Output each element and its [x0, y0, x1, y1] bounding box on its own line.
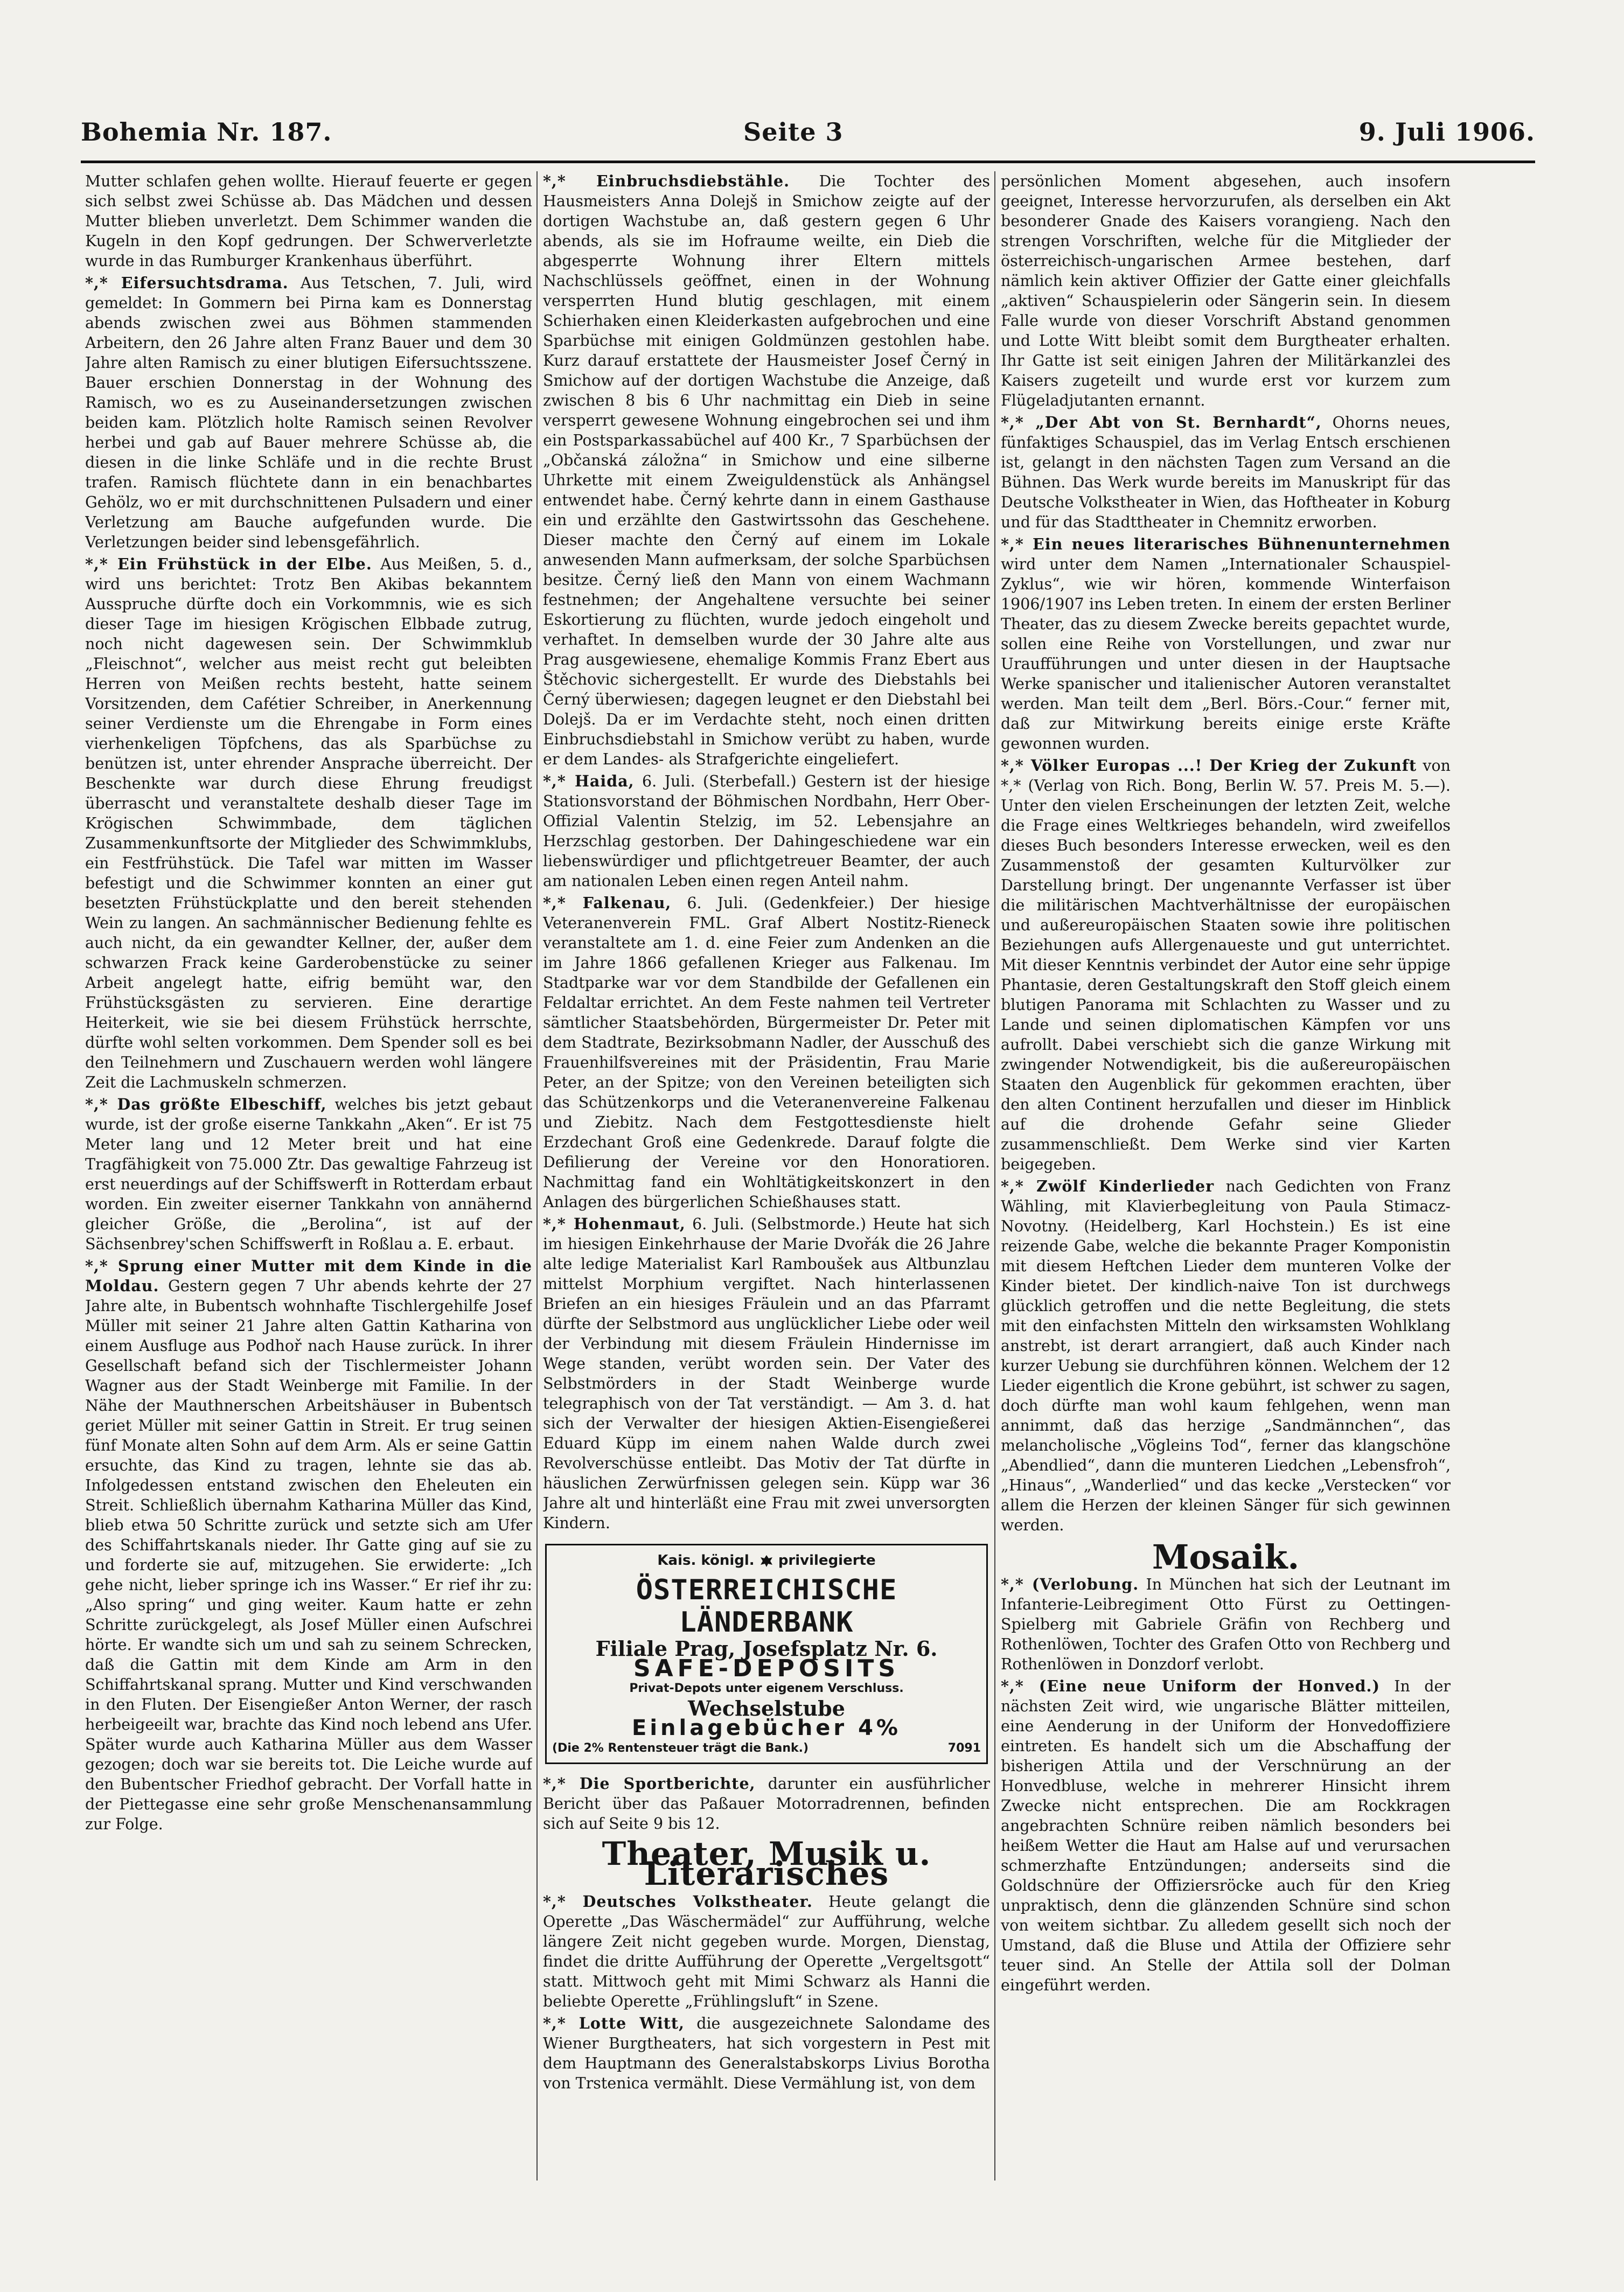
savings-books: Einlagebücher 4%: [632, 1716, 901, 1740]
article-voelker-europas: *,* Völker Europas ...! Der Krieg der Zukunft von *,* (Verlag von Rich. Bong, Berlin W. 57. Preis M. 5.—). Unter den vielen Erscheinungen der letzten Zeit, welche die Frage eines Weltkrieges behandeln, wird zweifellos dieses Buch besonders Interesse erwecken, weil es den Zusammenstoß der gesamten Kulturvölker zur Darstellung bringt. Der ungenannte Verfasser ist über die militärischen Machtverhältnisse der europäischen und außereuropäischen Staaten sowie ihre politischen Beziehungen aufs Allergenaueste und gut unterrichtet. Mit dieser Kenntnis verbindet der Autor eine sehr üppige Phantasie, deren Gestaltungskraft den Stoff gleich einem blutigen Panorama mit Schlachten zu Wasser und zu Lande und seinen diplomatischen Kämpfen vor uns aufrollt. Dabei verschiebt sich die ganze Wirkung mit zwingender Notwendigkeit, bis die außereuropäischen Staaten den Augenblick für gekommen erachten, über den alten Continent herzufallen und dieser im Hinblick auf die drohende Gefahr seine Glieder zusammenschließt. Dem Werke sind vier Karten beigegeben.: [1001, 756, 1451, 1173]
page-header: [81, 117, 1535, 161]
article-continuation: persönlichen Moment abgesehen, auch insofern geeignet, Interesse hervorzurufen, als derselben ein Akt besonderer Gnade des Kaisers vorangieng. Nach den strengen Vorschriften, welche für die Mitglieder der österreichisch-ungarischen Armee bestehen, darf nämlich kein aktiver Offizier der Gatte einer gleichfalls „aktiven“ Schauspielerin oder Sängerin sein. In diesem Falle wurde von dieser Vorschrift Abstand genommen und Lotte Witt bleibt somit dem Burgtheater erhalten. Ihr Gatte ist seit einigen Jahren der Militärkanzlei des Kaisers zugeteilt und wurde erst vor kurzem zum Flügeladjutanten ernannt.: [1001, 172, 1451, 409]
ad-line-1b: privilegierte: [778, 1552, 876, 1569]
section-title-theater: Theater, Musik u. Literarisches: [602, 1835, 931, 1893]
article-elbeschiff: *,* Das größte Elbeschiff, welches bis jetzt gebaut wurde, ist der große eiserne Tankkahn „Aken“. Er ist 75 Meter lang und 12 Meter breit und hat eine Tragfähigkeit von 75.000 Ztr. Das gewaltige Fahrzeug ist erst neuerdings auf der Schiffswerft in Rotterdam erbaut worden. Ein zweiter eiserner Tankkahn von annähernd gleicher Größe, die „Berolina“, ist auf der Sächsenbrey'schen Schiffswerft in Roßlau a. E. erbaut.: [85, 1095, 532, 1253]
section-title-mosaik: Mosaik.: [1152, 1537, 1300, 1577]
article-einbruch: *,* Einbruchsdiebstähle. Die Tochter des Hausmeisters Anna Dolejš in Smichow zeigte auf der dortigen Wachstube an, daß gestern gegen 6 Uhr abends, als sie im Hofraume weilte, ein Dieb die abgesperrte Wohnung ihrer Eltern mittels Nachschlüssels geöffnet, einen in der Wohnung versperrten Hund blutig geschlagen, mit einem Schierhaken einen Kleiderkasten aufgebrochen und eine Sparbüchse mit einigen Goldmünzen gestohlen habe. Kurz darauf erstattete der Hausmeister Josef Černý in Smichow auf der dortigen Wachstube die Anzeige, daß zwischen 8 bis 6 Uhr nachmittag ein Dieb in seine versperrt gewesene Wohnung eingebrochen sei und ihm ein Postsparkassabüchel auf 400 Kr., 7 Sparbüchsen der „Občanská záložna“ in Smichow und eine silberne Uhrkette mit einem Zweiguldenstück als Anhängsel entwendet habe. Černý kehrte dann in einem Gasthause ein und erzählte den Gastwirtssohn das Geschehene. Dieser machte den Černý auf einem im Lokale anwesenden Mann aufmerksam, der solche Sparbüchsen besitze. Černý ließ den Mann von einem Wachmann festnehmen; der Angehaltene versuchte bei seiner Eskortierung zu flüchten, wurde jedoch eingeholt und verhaftet. In demselben wurde der 30 Jahre alte aus Prag ausgewiesene, ehemalige Kommis Franz Ebert aus Štěchovic sichergestellt. Er wurde des Diebstahls bei Černý überwiesen; dagegen leugnet er den Diebstahl bei Dolejš. Da er im Verdachte steht, noch einen dritten Einbruchsdiebstahl in Smichow verübt zu haben, wurde er dem Landes- als Strafgerichte eingeliefert.: [543, 172, 990, 768]
column-divider: [994, 171, 995, 2180]
article-sprung-moldau: *,* Sprung einer Mutter mit dem Kinde in die Moldau. Gestern gegen 7 Uhr abends kehrte der 27 Jahre alte, in Bubentsch wohnhafte Tischlergehilfe Josef Müller mit seiner 21 Jahre alten Gattin Katharina von einem Ausfluge aus Podhoř nach Hause zurück. In ihrer Gesellschaft befand sich der Tischlermeister Johann Wagner aus der Stadt Weinberge mit Familie. In der Nähe der Mauthnerschen Arbeitshäuser in Bubentsch geriet Müller mit seiner Gattin in Streit. Er trug seinen fünf Monate alten Sohn auf dem Arm. Als er seine Gattin ersuchte, das Kind zu tragen, lehnte sie das ab. Infolgedessen entstand zwischen den Eheleuten ein Streit. Schließlich übernahm Katharina Müller das Kind, blieb etwa 50 Schritte zurück und setzte sich am Ufer des Schiffahrtskanals nieder. Ihr Gatte ging auf sie zu und forderte sie auf, mitzugehen. Sie erwiderte: „Ich gehe nicht, lieber springe ich ins Wasser.“ Er rief ihr zu: „Also spring“ und ging weiter. Kaum hatte er zehn Schritte zurückgelegt, als Josef Müller einen Aufschrei hörte. Er wandte sich um und sah zu seinem Schrecken, daß die Gattin mit dem Kinde am Arm in den Schiffahrtskanal sprang. Mutter und Kind verschwanden in den Fluten. Der Eisengießer Anton Werner, der rasch herbeigeeilt war, brachte das Kind noch lebend ans Ufer. Später wurde auch Katharina Müller aus dem Wasser gezogen; doch war sie bereits tot. Die Leiche wurde auf den Bubentscher Friedhof gebracht. Der Vorfall hatte in der Piettegasse eine sehr große Menschenansammlung zur Folge.: [85, 1257, 532, 1833]
private-depots: Privat-Depots unter eigenem Verschluss.: [629, 1682, 904, 1695]
column-3: [1001, 171, 1451, 2180]
ad-line-1: Kais. königl.: [657, 1552, 755, 1569]
article-abt-bernhardt: *,* „Der Abt von St. Bernhardt“, Ohorns neues, fünfaktiges Schauspiel, das im Verlag Entsch erschienen ist, gelangt in den nächsten Tagen zum Versand an die Bühnen. Das Werk wurde bereits im Manuskript für das Deutsche Volkstheater in Wien, das Hoftheater in Koburg und für das Stadttheater in Chemnitz erworben.: [1001, 413, 1451, 531]
article-volkstheater: *,* Deutsches Volkstheater. Heute gelangt die Operette „Das Wäschermädel“ zur Aufführung, welche längere Zeit nicht gegeben wurde. Morgen, Dienstag, findet die dritte Aufführung der Operette „Vergeltsgott“ statt. Mittwoch geht mit Mimi Schwarz als Hanni die beliebte Operette „Frühlingsluft“ in Szene.: [543, 1892, 990, 2010]
column-1: [85, 171, 532, 2180]
article-kinderlieder: *,* Zwölf Kinderlieder nach Gedichten von Franz Wähling, mit Klavierbegleitung von Paula Stimacz-Novotny. (Heidelberg, Karl Hochstein.) Es ist eine reizende Gabe, welche die bekannte Prager Komponistin mit diesem Heftchen Lieder dem munteren Volke der Kinder bietet. Der kindlich-naive Ton ist durchwegs glücklich getroffen und die nette Begleitung, die stets mit den einfachsten Mitteln den wirksamsten Wohlklang anstrebt, ist derart arrangiert, daß auch Kinder nach kurzer Uebung sie durchführen können. Welchem der 12 Lieder eigentlich die Krone gebührt, ist schwer zu sagen, doch dürfte man wohl kaum fehlgehen, wenn man annimmt, daß das herzige „Sandmännchen“, das melancholische „Vögleins Tod“, ferner das klangschöne „Abendlied“, dann die munteren Liedchen „Lebensfroh“, „Hinaus“, „Wanderlied“ und das kecke „Verstecken“ vor allem die Herzen der kleinen Sänger für sich gewinnen werden.: [1001, 1177, 1451, 1534]
article-sportberichte: *,* Die Sportberichte, darunter ein ausführlicher Bericht über das Paßauer Motorradrennen, befinden sich auf Seite 9 bis 12.: [543, 1774, 990, 1833]
column-2: [543, 171, 990, 2180]
article-eifersuchtsdrama: *,* Eifersuchtsdrama. Aus Tetschen, 7. Juli, wird gemeldet: In Gommern bei Pirna kam es Donnerstag abends zwischen zwei aus Böhmen stammenden Arbeitern, den 26 Jahre alten Franz Bauer und dem 30 Jahre alten Ramisch zu einer blutigen Eifersuchtsszene. Bauer erschien Donnerstag in der Wohnung des Ramisch, wo es zu Auseinandersetzungen zwischen beiden kam. Plötzlich holte Ramisch seinen Revolver herbei und gab auf Bauer mehrere Schüsse ab, die diesen in die linke Schläfe und in die rechte Brust trafen. Ramisch flüchtete dann in ein benachbartes Gehölz, wo er mit durchschnittenen Pulsadern und einer Verletzung am Bauche aufgefunden wurde. Die Verletzungen beider sind lebensgefährlich.: [85, 274, 532, 551]
bank-advertisement: [545, 1544, 988, 1764]
bank-branch: Filiale Prag, Josefsplatz Nr. 6.: [595, 1636, 938, 1661]
article-lotte-witt: *,* Lotte Witt, die ausgezeichnete Salondame des Wiener Burgtheaters, hat sich vorgestern in Pest mit dem Hauptmann des Generalstabskorps Livius Borotha von Trstenica vermählt. Diese Vermählung ist, von dem: [543, 2014, 990, 2092]
article-haida: *,* Haida, 6. Juli. (Sterbefall.) Gestern ist der hiesige Stationsvorstand der Böhmischen Nordbahn, Herr Ober-Offizial Valentin Stelzig, im 52. Lebensjahre an Herzschlag gestorben. Der Dahingeschiedene war ein liebenswürdiger und pflichtgetreuer Beamter, der auch am nationalen Leben einen regen Anteil nahm.: [543, 772, 990, 890]
eagle-emblem-icon: [759, 1554, 773, 1568]
ad-number: 7091: [947, 1741, 981, 1755]
article-honved-uniform: *,* (Eine neue Uniform der Honved.) In der nächsten Zeit wird, wie ungarische Blätter mitteilen, eine Aenderung in der Uniform der Honvedoffiziere eintreten. Es handelt sich um die Abschaffung der bisherigen Attila und der Verschnürung an der Honvedbluse, welche in mehrerer Hinsicht ihrem Zwecke nicht entsprechen. Die am Rockkragen angebrachten Schnüre reiben nämlich besonders bei heißem Wetter die Haut am Halse auf und verursachen schmerzhafte Entzündungen; anderseits sind die Goldschnüre der Offiziersröcke auch für den Krieg unpraktisch, denn die glänzenden Schnüre sind schon von weitem sichtbar. Zu alledem gesellt sich noch der Umstand, daß die Bluse und Attila der Offiziere sehr teuer sind. An Stelle der Attila soll der Dolman eingeführt werden.: [1001, 1677, 1451, 1994]
article-fruehstueck: *,* Ein Frühstück in der Elbe. Aus Meißen, 5. d., wird uns berichtet: Trotz Ben Akibas bekanntem Ausspruche dürfte doch ein Vorkommnis, wie es sich dieser Tage im hiesigen Krögischen Elbbade zutrug, noch nicht dagewesen sein. Der Schwimmklub „Fleischnot“, welcher aus meist recht gut beleibten Herren von Meißen rechts besteht, hatte seinem Vorsitzenden, dem Cafétier Schreiber, in Anerkennung seiner Verdienste um die Ehrengabe in Form eines vierhenkeligen Töpfchens, das als Sparbüchse zu benützen ist, unter ehrender Ansprache überreicht. Der Beschenkte war durch diese Ehrung freudigst überrascht und veranstaltete deshalb dieser Tage im Krögischen Schwimmbade, dem täglichen Zusammenkunftsorte der Mitglieder des Schwimmklubs, ein Festfrühstück. Die Tafel war mitten im Wasser befestigt und die Schwimmer konnten an einer gut besetzten Frühstückplatte und den bereit stehenden Wein zu langen. An sachmännischer Bedienung fehlte es auch nicht, da ein gewandter Kellner, der, außer dem schwarzen Frack keine Garderobenstücke zu seiner Arbeit angelegt hatte, eifrig bemüht war, den Frühstücksgästen zu servieren. Eine derartige Heiterkeit, wie sie bei diesem Frühstück herrschte, dürfte wohl selten vorkommen. Dem Spender soll es bei den Teilnehmern und Zuschauern werden wohl längere Zeit die Lachmuskeln schmerzen.: [85, 555, 532, 1091]
article-buehnenunternehmen: *,* Ein neues literarisches Bühnenunternehmen wird unter dem Namen „Internationaler Schauspiel-Zyklus“, wie wir hören, kommende Winterfaison 1906/1907 ins Leben treten. In einem der ersten Berliner Theater, das zu diesem Zwecke bereits gepachtet wurde, sollen eine Reihe von Vorstellungen, und zwar nur Uraufführungen und unter diesen in der Hauptsache Werke spanischer und italienischer Autoren veranstaltet werden. Man teilt dem „Berl. Börs.-Cour.“ ferner mit, daß zur Mitwirkung bereits einige erste Kräfte gewonnen wurden.: [1001, 535, 1451, 753]
article-verlobung: *,* (Verlobung. In München hat sich der Leutnant im Infanterie-Leibregiment Otto Fürst zu Oettingen-Spielberg mit Gabriele Gräfin von Rechberg und Rothenlöwen, Tochter des Grafen Otto von Rechberg und Rothenlöwen in Donzdorf verlobt.: [1001, 1575, 1451, 1673]
article-hohenmaut: *,* Hohenmaut, 6. Juli. (Selbstmorde.) Heute hat sich im hiesigen Einkehrhause der Marie Dvořák die 26 Jahre alte ledige Materialist Karl Ramboušek aus Altbunzlau mittelst Morphium vergiftet. Nach hinterlassenen Briefen an ein hiesiges Fräulein und an das Pfarramt dürfte der Selbstmord aus unglücklicher Liebe oder weil der Verbindung mit diesem Fräulein Hindernisse im Wege standen, verübt worden sein. Der Vater des Selbstmörders in der Stadt Weinberge wurde telegraphisch von der Tat verständigt. — Am 3. d. hat sich der Verwalter der hiesigen Aktien-Eisengießerei Eduard Küpp im einem nahen Walde durch zwei Revolverschüsse entleibt. Das Motiv der Tat dürfte in häuslichen Zerwürfnissen gelegen sein. Küpp war 36 Jahre alt und hinterläßt eine Frau mit zwei unversorgten Kindern.: [543, 1215, 990, 1532]
article-continuation: Mutter schlafen gehen wollte. Hierauf feuerte er gegen sich selbst zwei Schüsse ab. Das Mädchen und dessen Mutter blieben unverletzt. Dem Schimmer wanden die Kugeln in den Kopf gedrungen. Der Schwerverletzte wurde in das Rumburger Krankenhaus überführt.: [85, 172, 532, 270]
header-rule: [81, 161, 1535, 163]
article-falkenau: *,* Falkenau, 6. Juli. (Gedenkfeier.) Der hiesige Veteranenverein FML. Graf Albert Nostitz-Rieneck veranstaltete am 1. d. eine Feier zum Andenken an die im Jahre 1866 gefallenen Krieger aus Falkenau. Im Stadtparke war vor dem Standbilde der Gefallenen ein Feldaltar errichtet. An dem Feste nahmen teil Vertreter sämtlicher Staatsbehörden, Bürgermeister Dr. Peter mit dem Stadtrate, Bezirksobmann Nadler, der Ausschuß des Frauenhilfsvereines mit der Präsidentin, Frau Marie Peter, an der Spitze; von den Vereinen beteiligten sich das Schützenkorps und die Veteranenvereine Falkenau und Ziebitz. Nach dem Festgottesdienste hielt Erzdechant Groß eine Gedenkrede. Darauf folgte die Defilierung der Vereine vor den Honoratioren. Nachmittag fand ein Wohltätigkeitskonzert in den Anlagen des bürgerlichen Schießhauses statt.: [543, 894, 990, 1211]
page-number: Seite 3: [743, 117, 844, 147]
tax-note: (Die 2% Rentensteuer trägt die Bank.): [552, 1741, 809, 1755]
issue-date: 9. Juli 1906.: [1358, 117, 1535, 147]
bank-name: ÖSTERREICHISCHE LÄNDERBANK: [636, 1574, 897, 1639]
exchange-office: Wechselstube: [688, 1696, 845, 1720]
column-divider: [536, 171, 538, 2180]
masthead-issue: Bohemia Nr. 187.: [81, 117, 332, 147]
safe-deposits: SAFE-DEPOSITS: [633, 1655, 900, 1682]
